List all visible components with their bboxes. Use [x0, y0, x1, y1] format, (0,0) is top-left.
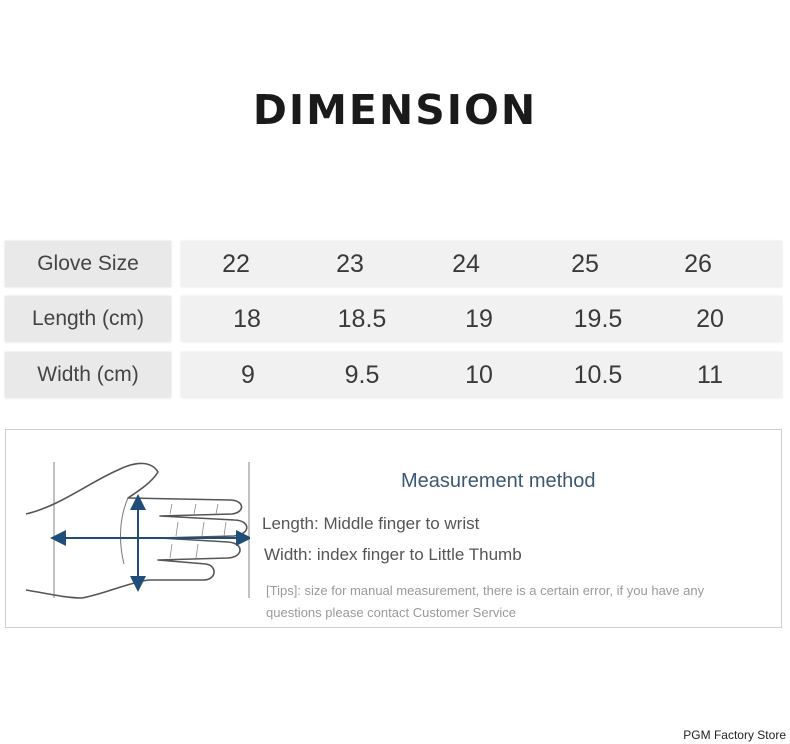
tips-text [266, 580, 756, 624]
table-cell: 9 [241, 360, 255, 389]
row-label: Width (cm) [5, 352, 171, 398]
table-cell: 26 [684, 249, 712, 278]
width-instruction: Width: index finger to Little Thumb [264, 545, 522, 564]
table-cell: 19.5 [573, 304, 623, 333]
table-cell: 11 [697, 360, 723, 389]
table-cell: 25 [571, 249, 599, 278]
table-cell: 9.5 [344, 360, 380, 389]
table-cell: 19 [465, 304, 493, 333]
hand-measurement-icon [20, 456, 250, 606]
tips-line: [Tips]: size for manual measurement, there is a certain error, if you have any [266, 583, 705, 598]
table-cell: 10 [465, 360, 493, 389]
table-cell: 22 [222, 249, 250, 278]
measurement-method-title: Measurement method [401, 470, 596, 492]
store-name: PGM Factory Store [683, 728, 786, 742]
length-instruction: Length: Middle finger to wrist [262, 514, 480, 533]
table-row-glove-size [5, 241, 782, 287]
table-cell: 18.5 [337, 304, 387, 333]
row-label: Length (cm) [5, 296, 171, 342]
table-cell: 10.5 [573, 360, 623, 389]
row-label: Glove Size [5, 241, 171, 287]
table-cell: 23 [336, 249, 364, 278]
tips-line: questions please contact Customer Service [266, 605, 517, 620]
row-values [181, 296, 782, 342]
measurement-method-panel [5, 429, 782, 628]
row-values [181, 241, 782, 287]
table-cell: 20 [696, 304, 724, 333]
table-cell: 18 [233, 304, 261, 333]
page-title: DIMENSION [252, 86, 538, 134]
table-row-width [5, 352, 782, 398]
row-values [181, 352, 782, 398]
table-row-length [5, 296, 782, 342]
table-cell: 24 [452, 249, 480, 278]
